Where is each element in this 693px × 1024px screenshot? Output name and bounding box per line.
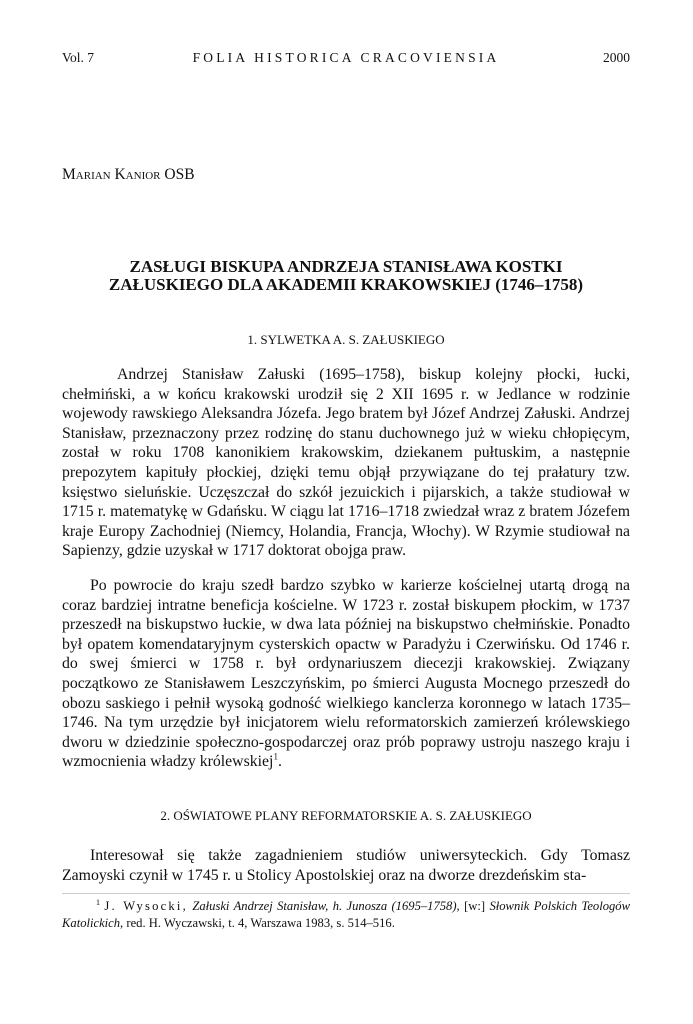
footnote-reference[interactable]: 1 bbox=[273, 752, 278, 763]
paragraph bbox=[62, 576, 630, 772]
volume-label: Vol. 7 bbox=[62, 50, 95, 65]
author-name: Marian Kanior OSB bbox=[62, 166, 195, 183]
footnote-number: 1 bbox=[96, 897, 100, 907]
footnote-details: red. H. Wyczawski, t. 4, Warszawa 1983, s. 514–516. bbox=[126, 916, 395, 930]
paragraph: Interesował się także zagadnieniem studiów uniwersyteckich. Gdy Tomasz Zamoyski czynił w 1745 r. u Stolicy Apostolskiej oraz na dworze drezdeńskim sta- bbox=[62, 847, 630, 884]
footnote-divider bbox=[62, 893, 630, 894]
paragraph: Andrzej Stanisław Załuski (1695–1758), biskup kolejny płocki, łucki, chełmiński, a w końcu krakowski urodził się 2 XII 1695 r. w Jedlance w rodzinie wojewody rawskiego Aleksandra Józefa. Jego bratem był Józef Andrzej Załuski. Andrzej Stanisław, przeznaczony przez rodzinę do stanu duchownego już w wieku chłopięcym, został w roku 1708 kanonikiem krakowskim, dziekanem pułtuskim, a następnie prepozytem kapituły płockiej, dzięki temu objął przywiązane do tej prałatury tzw. księstwo sieluńskie. Uczęszczał do szkół jezuickich i pijarskich, a także studiował w 1715 r. matematykę w Gdańsku. W ciągu lat 1716–1718 zwiedzał wraz z bratem Józefem kraje Europy Zachodniej (Niemcy, Holandia, Francja, Włochy). W Rzymie studiował na Sapienzy, gdzie uzyskał w 1717 doktorat obojga praw. bbox=[62, 366, 630, 560]
title-line-2: ZAŁUSKIEGO DLA AKADEMII KRAKOWSKIEJ (1746–1758) bbox=[108, 275, 584, 294]
section-heading-1: 1. SYLWETKA A. S. ZAŁUSKIEGO bbox=[247, 332, 445, 347]
year-label: 2000 bbox=[603, 50, 630, 65]
section-heading-2: 2. OŚWIATOWE PLANY REFORMATORSKIE A. S. ZAŁUSKIEGO bbox=[160, 808, 532, 823]
title-line-1: ZASŁUGI BISKUPA ANDRZEJA STANISŁAWA KOSTKI bbox=[129, 257, 563, 276]
footnote-title: Załuski Andrzej Stanisław, h. Junosza (1695–1758), bbox=[192, 899, 460, 913]
article-title bbox=[62, 258, 630, 294]
footnote bbox=[62, 898, 630, 932]
footnote-author: J. Wysocki, bbox=[104, 899, 188, 913]
running-header bbox=[62, 50, 630, 70]
journal-title: FOLIA HISTORICA CRACOVIENSIA bbox=[192, 50, 500, 65]
footnote-in: [w:] bbox=[464, 899, 486, 913]
paragraph-end: . bbox=[277, 753, 282, 771]
paragraph-text: Po powrocie do kraju szedł bardzo szybko w karierze kościelnej utartą drogą na coraz bardziej intratne beneficja kościelne. W 1723 r. został biskupem płockim, w 1737 przeszedł na biskupstwo łuckie, w dwa lata później na biskupstwo chełmińskie. Ponadto był opatem komendataryjnym cysterskich opactw w Paradyżu i Czerwińsku. Od 1746 r. do swej śmierci w 1758 r. był ordynariuszem diecezji krakowskiej. Związany początkowo ze Stanisławem Leszczyńskim, po śmierci Augusta Mocnego przeszedł do obozu saskiego i pełnił wysoką godność wielkiego kanclerza koronnego w latach 1735–1746. Na tym urzędzie był inicjatorem wielu reformatorskich zamierzeń królewskiego dworu w dziedzinie społeczno-gospodarczej oraz prób poprawy ustroju naszego kraju i wzmocnienia władzy królewskiej bbox=[62, 577, 630, 771]
footnote-source: Słownik Polskich Teologów Katolickich, bbox=[62, 899, 630, 930]
